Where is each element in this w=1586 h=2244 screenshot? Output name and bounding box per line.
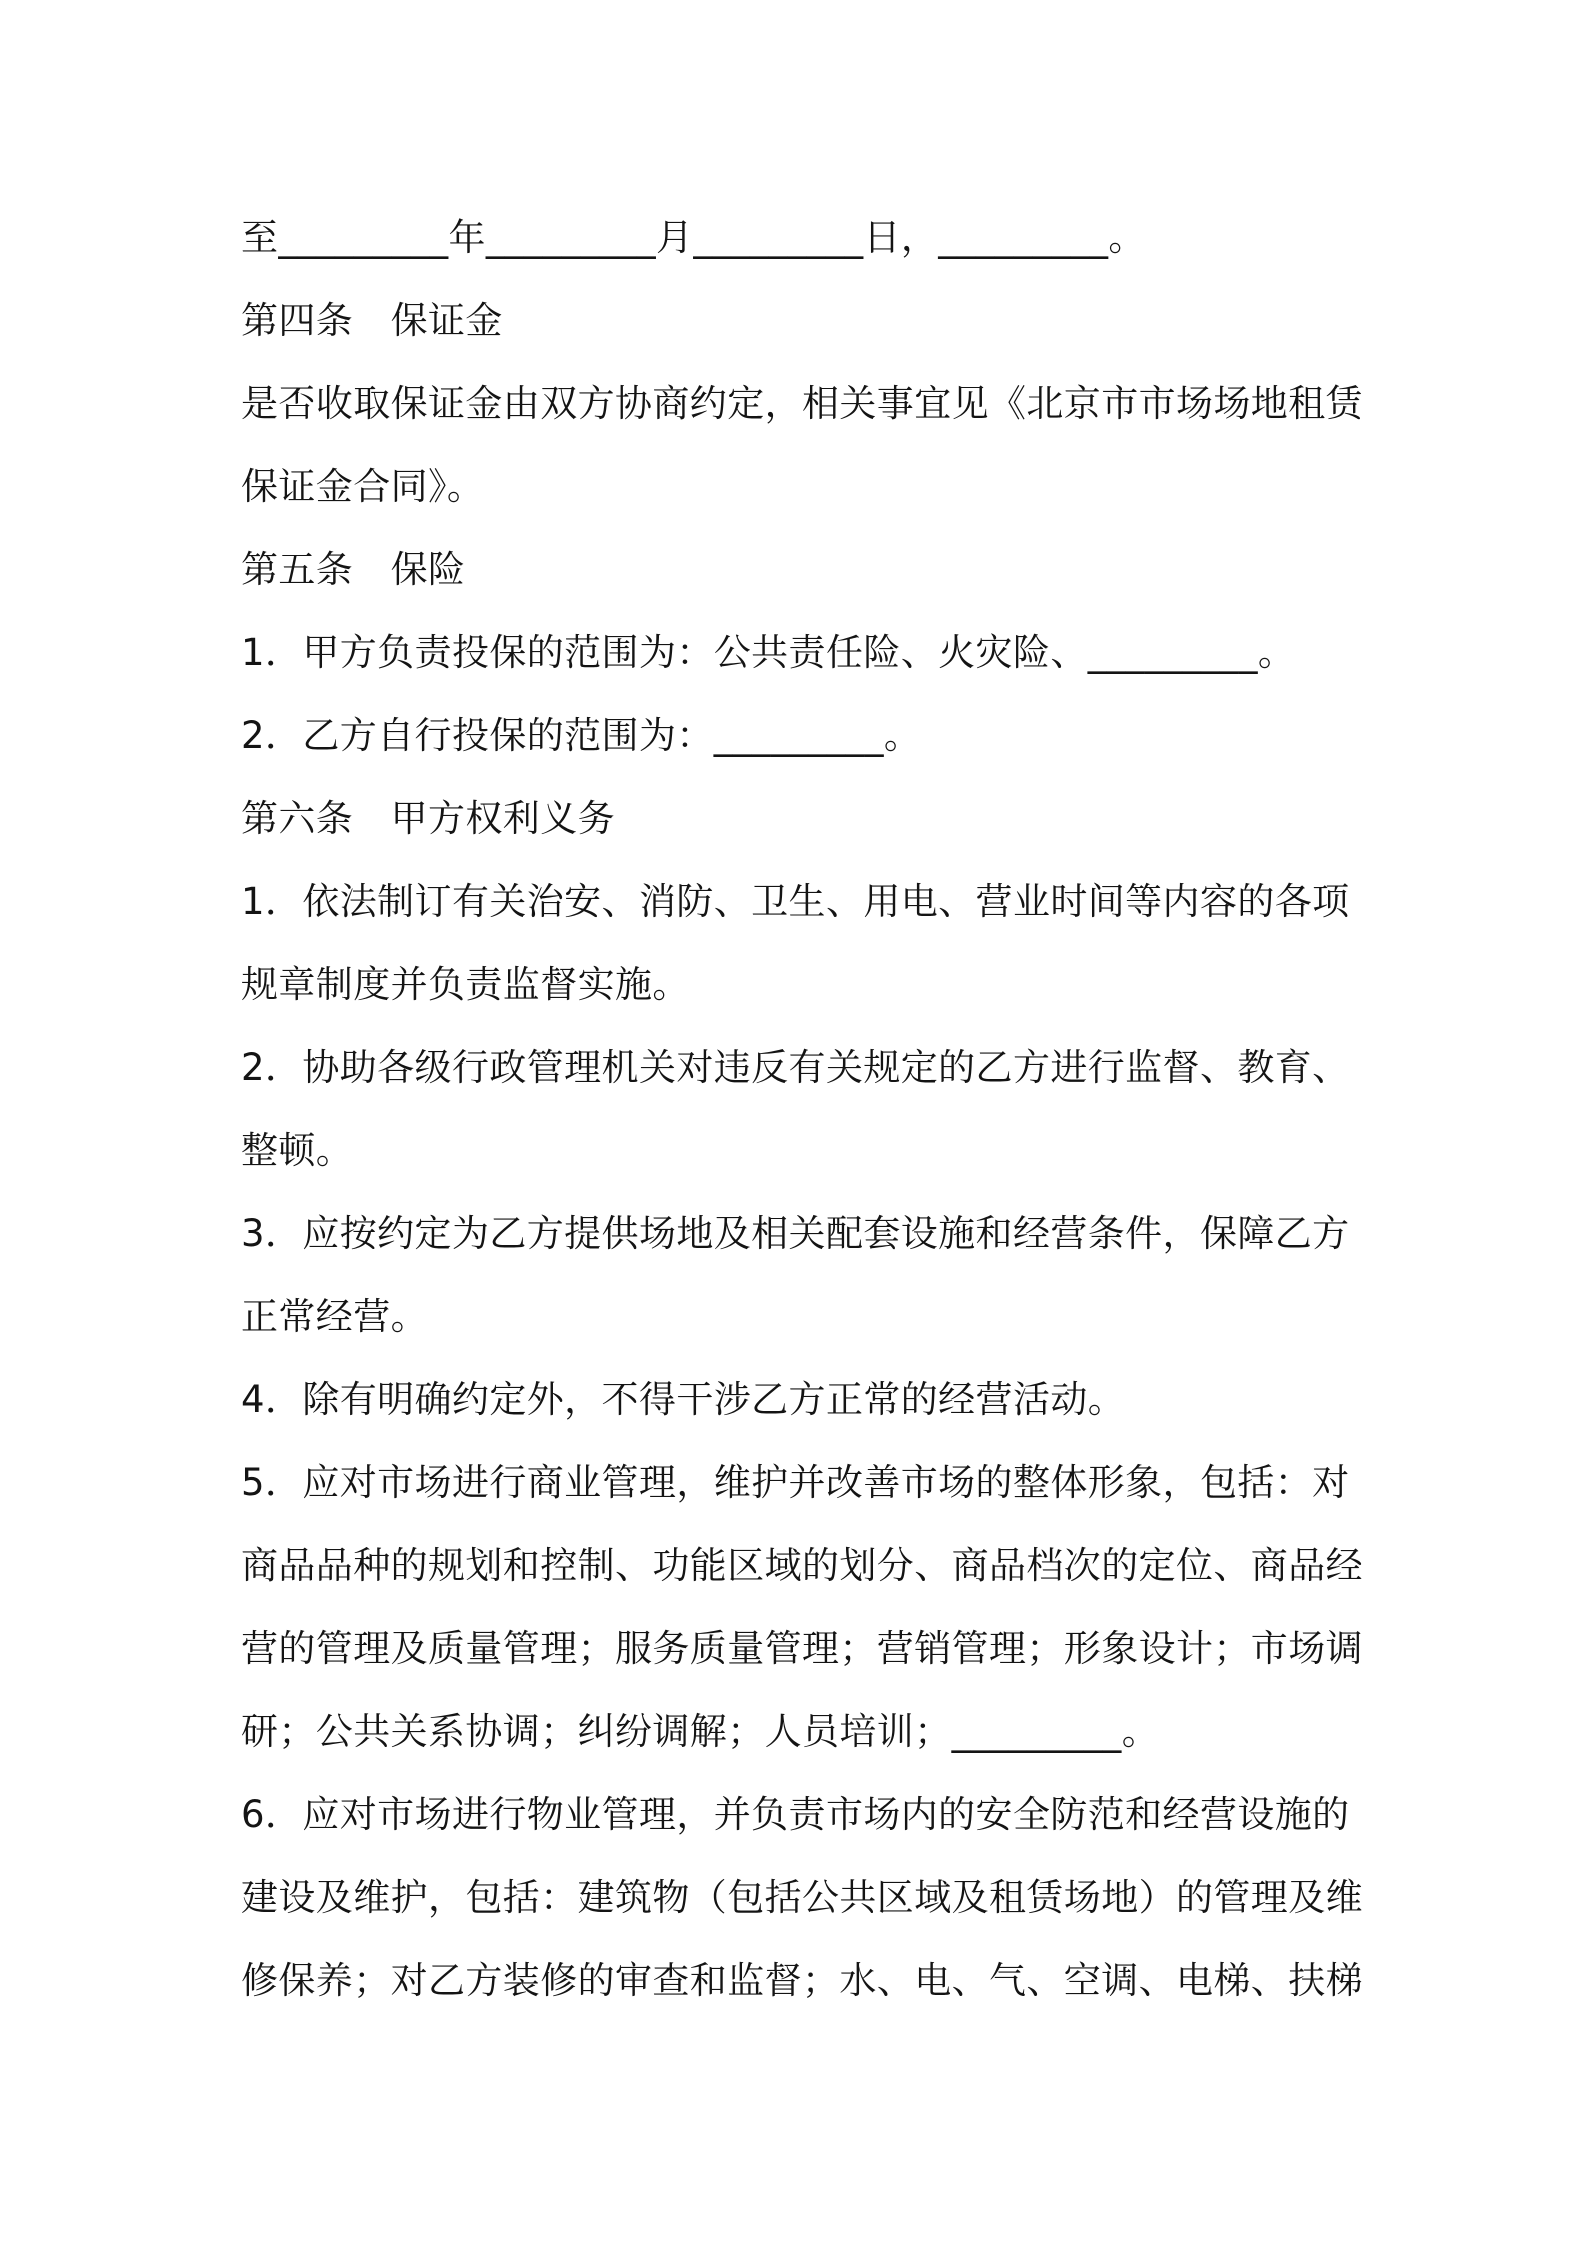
paragraph-line: 保证金合同》。 xyxy=(241,465,485,508)
list-item: 3．应按约定为乙方提供场地及相关配套设施和经营条件，保障乙方 xyxy=(241,1212,1350,1255)
list-item-continuation: 研；公共关系协调；纠纷调解；人员培训；_________。 xyxy=(241,1710,1160,1753)
list-item: 1．甲方负责投保的范围为：公共责任险、火灾险、_________。 xyxy=(241,631,1296,674)
list-item-continuation: 修保养；对乙方装修的审查和监督；水、电、气、空调、电梯、扶梯 xyxy=(241,1959,1363,2002)
list-item: 1．依法制订有关治安、消防、卫生、用电、营业时间等内容的各项 xyxy=(241,880,1350,923)
heading-article-5-insurance: 第五条 保险 xyxy=(241,548,466,591)
list-item-continuation: 正常经营。 xyxy=(241,1295,428,1338)
list-item-continuation: 整顿。 xyxy=(241,1129,354,1172)
heading-article-6-party-a-rights: 第六条 甲方权利义务 xyxy=(241,797,615,840)
list-item-continuation: 营的管理及质量管理；服务质量管理；营销管理；形象设计；市场调 xyxy=(241,1627,1363,1670)
list-item-continuation: 建设及维护，包括：建筑物（包括公共区域及租赁场地）的管理及维 xyxy=(241,1876,1363,1919)
list-item-continuation: 商品品种的规划和控制、功能区域的划分、商品档次的定位、商品经 xyxy=(241,1544,1363,1587)
list-item: 6．应对市场进行物业管理，并负责市场内的安全防范和经营设施的 xyxy=(241,1793,1350,1836)
list-item-continuation: 规章制度并负责监督实施。 xyxy=(241,963,690,1006)
list-item: 2．乙方自行投保的范围为：_________。 xyxy=(241,714,922,757)
list-item: 2．协助各级行政管理机关对违反有关规定的乙方进行监督、教育、 xyxy=(241,1046,1350,1089)
paragraph-line: 是否收取保证金由双方协商约定，相关事宜见《北京市市场场地租赁 xyxy=(241,382,1363,425)
document-body xyxy=(241,196,1361,2022)
list-item: 4．除有明确约定外，不得干涉乙方正常的经营活动。 xyxy=(241,1378,1126,1421)
heading-article-4-deposit: 第四条 保证金 xyxy=(241,299,503,342)
list-item: 5．应对市场进行商业管理，维护并改善市场的整体形象，包括：对 xyxy=(241,1461,1350,1504)
text-line-date-range: 至_________年_________月_________日，_________。 xyxy=(241,216,1146,259)
